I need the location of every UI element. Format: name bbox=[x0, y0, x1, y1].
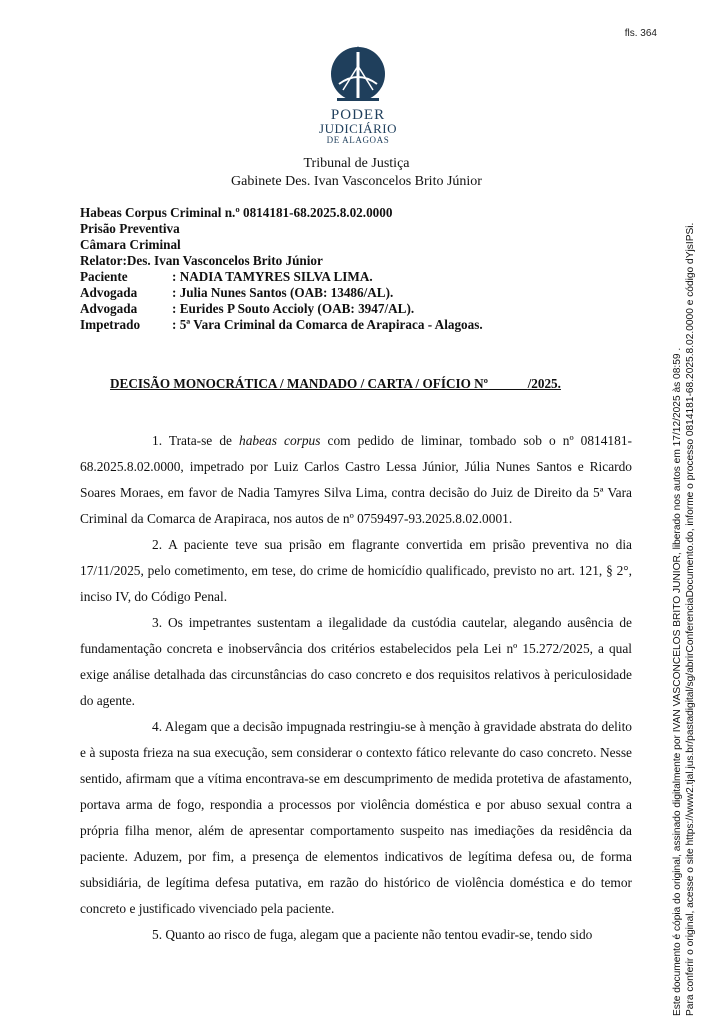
paragraph-3: 3. Os impetrantes sustentam a ilegalidade da custódia cautelar, alegando ausência de fundamentação concreta e inobservância dos critérios estabelecidos pela Lei nº 15.272/2025, a qual exige análise detalhada das circunstâncias do caso concreto e dos requisitos relativos à periculosidade do agente. bbox=[80, 615, 632, 708]
decision-title bbox=[110, 376, 561, 392]
scales-emblem-icon bbox=[329, 42, 387, 106]
court-logo bbox=[318, 42, 398, 162]
logo-line-3: DE ALAGOAS bbox=[326, 135, 390, 145]
page-number: fls. 364 bbox=[624, 28, 657, 39]
case-header bbox=[80, 205, 483, 333]
party-label: Advogada bbox=[80, 301, 138, 316]
court-name: Tribunal de Justiça bbox=[303, 156, 410, 171]
party-value: : 5ª Vara Criminal da Comarca de Arapiraca - Alagoas. bbox=[172, 317, 483, 332]
logo-line-1: PODER bbox=[330, 107, 386, 123]
case-number: Habeas Corpus Criminal n.º 0814181-68.2025.8.02.0000 bbox=[80, 205, 393, 220]
decision-title-suffix: /2025. bbox=[527, 376, 561, 391]
court-office: Gabinete Des. Ivan Vasconcelos Brito Júnior bbox=[231, 174, 482, 189]
paragraph-1 bbox=[80, 428, 632, 532]
logo-line-2: JUDICIÁRIO bbox=[319, 121, 397, 136]
party-value: : NADIA TAMYRES SILVA LIMA. bbox=[172, 269, 373, 284]
case-type: Prisão Preventiva bbox=[80, 221, 180, 236]
case-chamber: Câmara Criminal bbox=[80, 237, 181, 252]
paragraph-1-start: 1. Trata-se de bbox=[152, 433, 240, 448]
paragraph-5: 5. Quanto ao risco de fuga, alegam que a paciente não tentou evadir-se, tendo sido bbox=[152, 927, 593, 942]
party-label: Paciente bbox=[80, 269, 128, 284]
decision-title-gap bbox=[488, 376, 528, 391]
party-row bbox=[80, 317, 483, 333]
party-row bbox=[80, 269, 483, 285]
party-row bbox=[80, 285, 483, 301]
paragraph-4: 4. Alegam que a decisão impugnada restringiu-se à menção à gravidade abstrata do delito e à suposta frieza na sua execução, sem considerar o contexto fático relevante do caso concreto. Nesse sentido, afirmam que a vítima encontrava-se em descumprimento de medida protetiva de afastamento, portava arma de fogo, respondia a processos por violência doméstica e por abuso sexual contra a própria filha menor, além de apresentar comportamento suspeito nas imediações da residência da paciente. Aduzem, por fim, a presença de elementos indicativos de legítima defesa ou, de forma subsidiária, de legítima defesa putativa, em razão do histórico de violência doméstica e do temor concreto e justificado vivenciado pela paciente. bbox=[80, 719, 632, 916]
party-value: : Eurides P Souto Accioly (OAB: 3947/AL). bbox=[172, 301, 415, 316]
case-rapporteur: Relator:Des. Ivan Vasconcelos Brito Júnior bbox=[80, 253, 323, 268]
signature-note-line-2: Para conferir o original, acesse o site https://www2.tjal.jus.br/pastadigital/sg/abrirConferenciaDocumento.do, informe o processo 0814181-68.2025.8.02.0000 e código dYjsIPSi. bbox=[684, 222, 696, 1016]
decision-body bbox=[80, 428, 632, 948]
paragraph-2: 2. A paciente teve sua prisão em flagrante convertida em prisão preventiva no dia 17/11/2025, pelo cometimento, em tese, do crime de homicídio qualificado, previsto no art. 121, § 2°, inciso IV, do Código Penal. bbox=[80, 537, 632, 604]
party-label: Impetrado bbox=[80, 317, 141, 332]
party-label: Advogada bbox=[80, 285, 138, 300]
digital-signature-note bbox=[672, 26, 697, 1016]
party-row bbox=[80, 301, 483, 317]
paragraph-1-rest: com pedido de liminar, tombado sob o nº 0814181-68.2025.8.02.0000, impetrado por Luiz Carlos Castro Lessa Júnior, Júlia Nunes Santos e Ricardo Soares Moraes, em favor de Nadia Tamyres Silva Lima, contra decisão do Juiz de Direito da 5ª Vara Criminal da Comarca de Arapiraca, nos autos de nº 0759497-93.2025.8.02.0001. bbox=[80, 433, 632, 526]
paragraph-1-italic: habeas corpus bbox=[239, 433, 321, 448]
signature-note-line-1: Este documento é cópia do original, assinado digitalmente por IVAN VASCONCELOS BRITO JUNIOR, liberado nos autos em 17/12/2025 às 08:59 . bbox=[672, 347, 683, 1016]
decision-title-main: DECISÃO MONOCRÁTICA / MANDADO / CARTA / OFÍCIO Nº bbox=[110, 376, 489, 391]
party-value: : Julia Nunes Santos (OAB: 13486/AL). bbox=[172, 285, 394, 300]
